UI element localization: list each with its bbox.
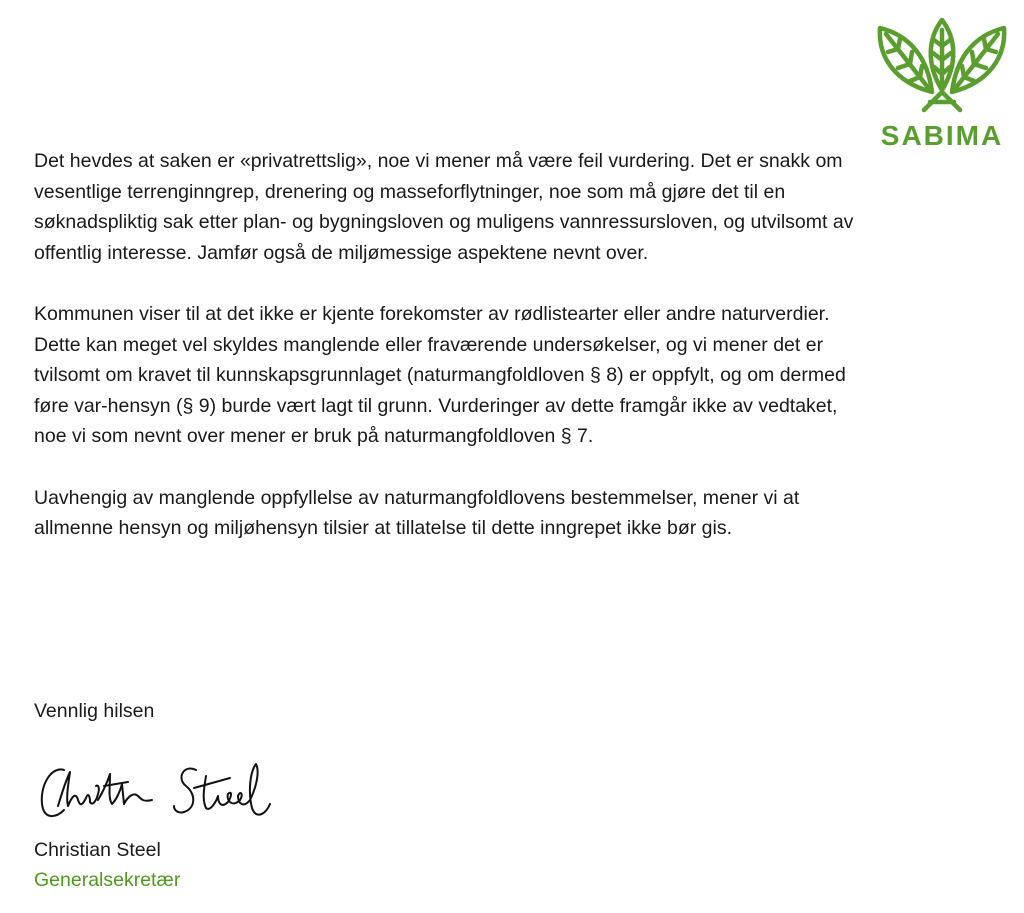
paragraph-2: Kommunen viser til at det ikke er kjente forekomster av rødlistearter eller andre naturverdier. Dette kan meget vel skyldes manglende eller fraværende undersøkelser, og vi mener det er tvilsomt om kravet til kunnskapsgrunnlaget (naturmangfoldloven § 8) er oppfylt, og om dermed føre var-hensyn (§ 9) burde vært lagt til grunn. Vurderinger av dette framgår ikke av vedtaket, noe vi som nevnt over mener er bruk på naturmangfoldloven § 7. (34, 302, 846, 448)
handwritten-signature (34, 756, 274, 836)
signer-title: Generalsekretær (34, 869, 181, 891)
signer-name: Christian Steel (34, 839, 161, 861)
logo-wordmark: SABIMA (880, 120, 1004, 151)
closing-greeting: Vennlig hilsen (34, 700, 155, 722)
letter-body (34, 146, 874, 574)
sabima-logo (876, 16, 1008, 156)
leaf-logo-icon (876, 16, 1008, 116)
paragraph-1: Det hevdes at saken er «privatrettslig», noe vi mener må være feil vurdering. Det er snakk om vesentlige terrenginngrep, drenering og masseforflytninger, noe som må gjøre det til en søknadspliktig sak etter plan- og bygningsloven og muligens vannressursloven, og utvilsomt av offentlig interesse. Jamfør også de miljømessige aspektene nevnt over. (34, 150, 854, 264)
paragraph-3: Uavhengig av manglende oppfyllelse av naturmangfoldlovens bestemmelser, mener vi at allmenne hensyn og miljøhensyn tilsier at tillatelse til dette inngrepet ikke bør gis. (34, 486, 800, 540)
